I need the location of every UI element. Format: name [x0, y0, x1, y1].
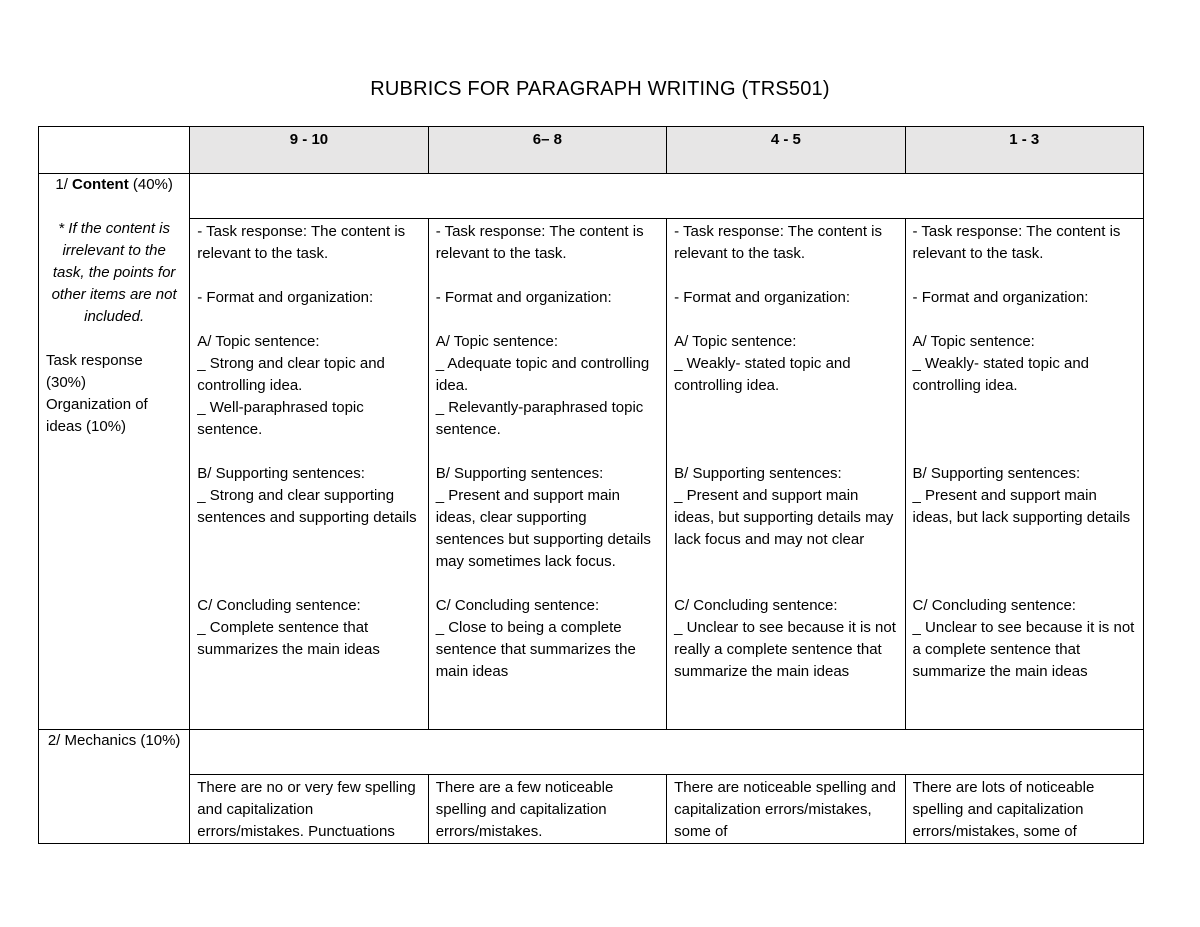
- score-band-header: 1 - 3: [905, 127, 1143, 174]
- rubric-table: [38, 126, 1144, 844]
- corner-cell: [39, 127, 190, 174]
- content-cell-6-8: - Task response: The content is relevant to the task. - Format and organization: A/ Topic sentence: _ Adequate topic and controlling idea. _ Relevantly-paraphrased topic sentence. B/ Supporting sentences: _ Present and support main ideas, clear supporting sentences but supporting details may sometimes lack focus. C/ Concluding sentence: _ Close to being a complete sentence that summarizes the main ideas: [428, 219, 666, 730]
- content-weight-task: Task response (30%): [46, 352, 143, 391]
- mechanics-band-row: [39, 730, 1144, 775]
- content-cell-4-5: - Task response: The content is relevant to the task. - Format and organization: A/ Topic sentence: _ Weakly- stated topic and controlling idea. B/ Supporting sentences: _ Present and support main ideas, but supporting details may lack focus and may not clear C/ Concluding sentence: _ Unclear to see because it is not really a complete sentence that summarize the main ideas: [667, 219, 905, 730]
- content-criterion-note: * If the content is irrelevant to the task, the points for other items are not included.: [51, 220, 177, 325]
- score-band-header: 4 - 5: [667, 127, 905, 174]
- content-band-spacer: [190, 174, 1144, 219]
- mechanics-cell-4-5: There are noticeable spelling and capitalization errors/mistakes, some of: [667, 775, 905, 844]
- content-row: [39, 219, 1144, 730]
- content-cell-1-3: - Task response: The content is relevant to the task. - Format and organization: A/ Topic sentence: _ Weakly- stated topic and controlling idea. B/ Supporting sentences: _ Present and support main ideas, but lack supporting details C/ Concluding sentence: _ Unclear to see because it is not a complete sentence that summarize the main ideas: [905, 219, 1143, 730]
- mechanics-cell-1-3: There are lots of noticeable spelling and capitalization errors/mistakes, some of: [905, 775, 1143, 844]
- mechanics-row: [39, 775, 1144, 844]
- content-weight-organization: Organization of ideas (10%): [46, 396, 148, 435]
- score-band-header: 6– 8: [428, 127, 666, 174]
- content-band-row: [39, 174, 1144, 219]
- page-title: RUBRICS FOR PARAGRAPH WRITING (TRS501): [370, 78, 830, 100]
- header-row: [39, 127, 1144, 174]
- content-cell-9-10: - Task response: The content is relevant to the task. - Format and organization: A/ Topic sentence: _ Strong and clear topic and controlling idea. _ Well-paraphrased topic sentence. B/ Supporting sentences: _ Strong and clear supporting sentences and supporting details C/ Concluding sentence: _ Complete sentence that summarizes the main ideas: [190, 219, 428, 730]
- mechanics-band-spacer: [190, 730, 1144, 775]
- mechanics-criterion-label: 2/ Mechanics (10%): [39, 730, 190, 844]
- mechanics-cell-6-8: There are a few noticeable spelling and capitalization errors/mistakes.: [428, 775, 666, 844]
- mechanics-cell-9-10: There are no or very few spelling and capitalization errors/mistakes. Punctuations: [190, 775, 428, 844]
- content-criterion-label: [39, 174, 190, 730]
- content-criterion-title: 1/ Content (40%): [55, 176, 173, 193]
- score-band-header: 9 - 10: [190, 127, 428, 174]
